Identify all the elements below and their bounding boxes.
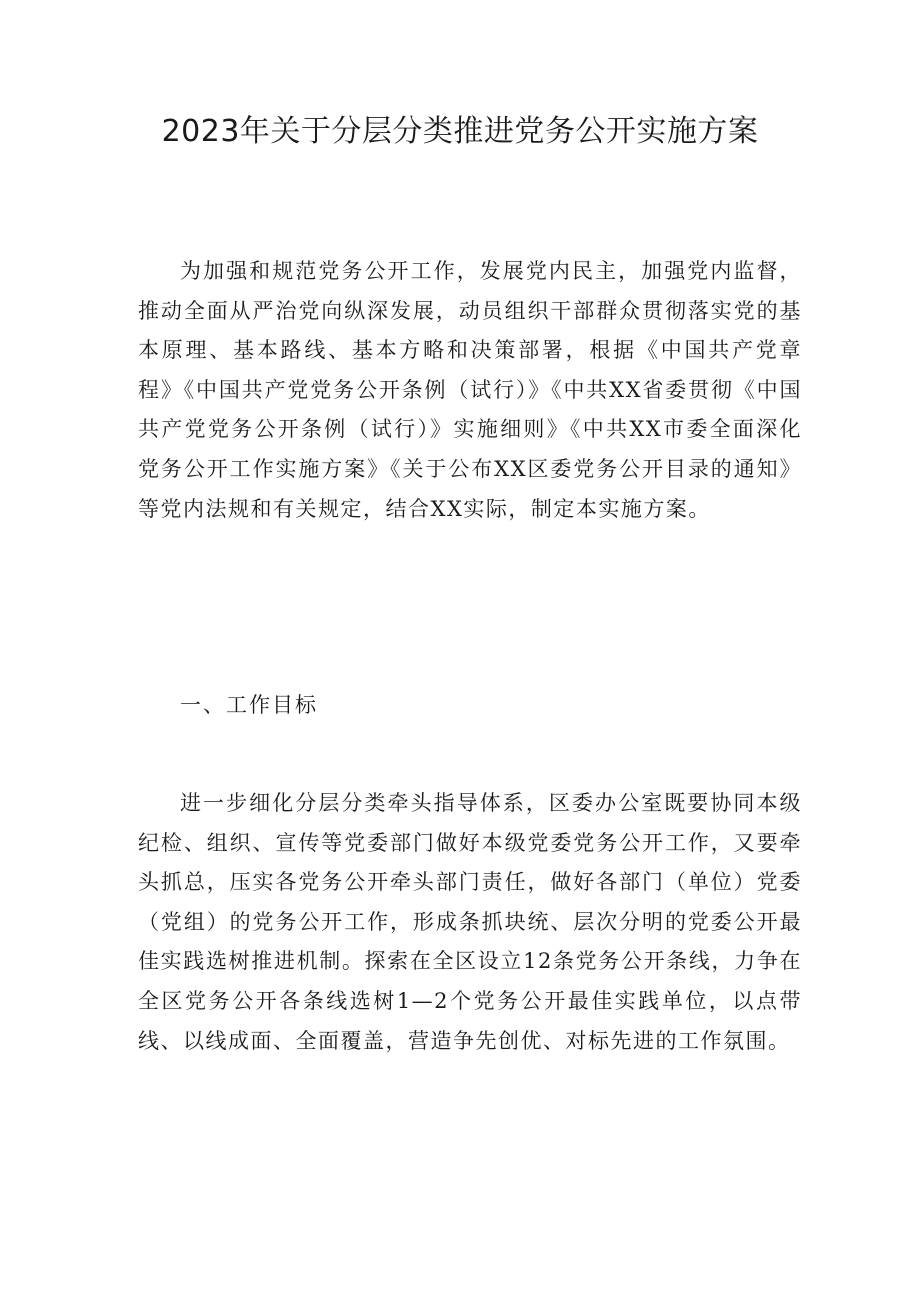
section-heading-work-goals: 一、工作目标: [180, 693, 318, 717]
document-title: 2023年关于分层分类推进党务公开实施方案: [161, 114, 759, 149]
intro-paragraph: 为加强和规范党务公开工作，发展党内民主，加强党内监督，推动全面从严治党向纵深发展，动员组织干部群众贯彻落实党的基本原理、基本路线、基本方略和决策部署，根据《中国共产党章程》《中国共产党党务公开条例（试行）》《中共XX省委贯彻《中国共产党党务公开条例（试行）》实施细则》《中共XX市委全面深化党务公开工作实施方案》《关于公布XX区委党务公开目录的通知》等党内法规和有关规定，结合XX实际，制定本实施方案。: [138, 259, 802, 521]
work-goals-paragraph: 进一步细化分层分类牵头指导体系，区委办公室既要协同本级纪检、组织、宣传等党委部门做好本级党委党务公开工作，又要牵头抓总，压实各党务公开牵头部门责任，做好各部门（单位）党委（党组）的党务公开工作，形成条抓块统、层次分明的党委公开最佳实践选树推进机制。探索在全区设立12条党务公开条线，力争在全区党务公开各条线选树1—2个党务公开最佳实践单位，以点带线、以线成面、全面覆盖，营造争先创优、对标先进的工作氛围。: [138, 791, 802, 1053]
